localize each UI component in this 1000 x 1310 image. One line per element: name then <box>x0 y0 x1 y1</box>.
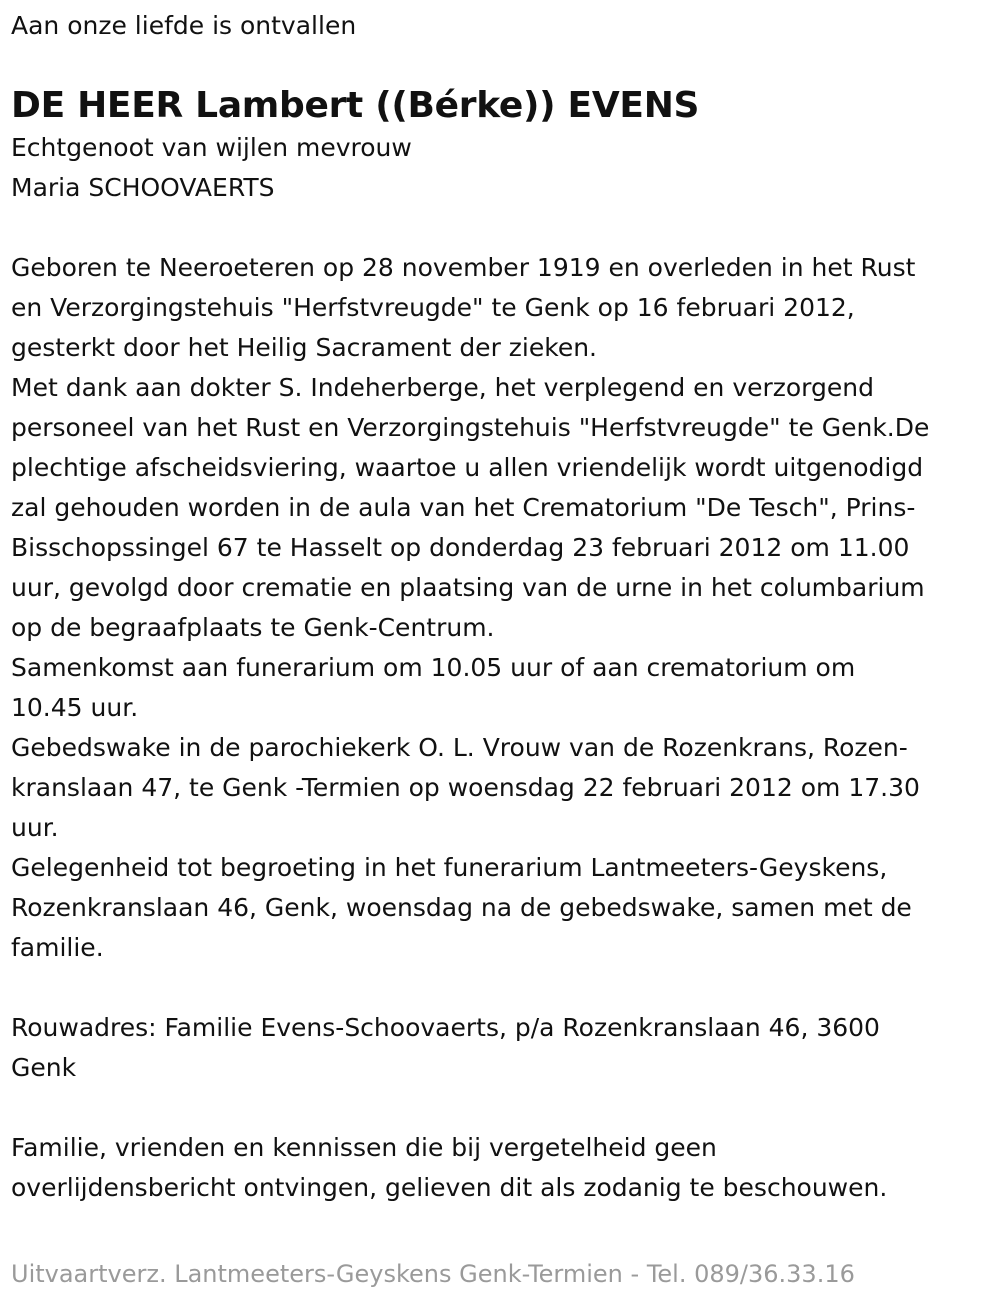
body-line: Met dank aan dokter S. Indeherberge, het verplegend en verzorgend <box>11 373 874 402</box>
body-line: 10.45 uur. <box>11 693 139 722</box>
body-line: Bisschopssingel 67 te Hasselt op donderdag 23 februari 2012 om 11.00 <box>11 533 910 562</box>
body-line: zal gehouden worden in de aula van het Crematorium "De Tesch", Prins- <box>11 493 916 522</box>
spouse-info <box>11 128 991 208</box>
notice-line: overlijdensbericht ontvingen, gelieven dit als zodanig te beschouwen. <box>11 1173 888 1202</box>
mourning-address <box>11 1008 991 1088</box>
spouse-line: Echtgenoot van wijlen mevrouw <box>11 133 412 162</box>
body-line: familie. <box>11 933 104 962</box>
body-line: op de begraafplaats te Genk-Centrum. <box>11 613 495 642</box>
body-line: Geboren te Neeroeteren op 28 november 1919 en overleden in het Rust <box>11 253 916 282</box>
body-line: Gelegenheid tot begroeting in het funerarium Lantmeeters-Geyskens, <box>11 853 888 882</box>
obituary-notice <box>11 6 991 1208</box>
body-line: kranslaan 47, te Genk -Termien op woensdag 22 februari 2012 om 17.30 <box>11 773 920 802</box>
funeral-home-footer: Uitvaartverz. Lantmeeters-Geyskens Genk-Termien - Tel. 089/36.33.16 <box>11 1260 855 1288</box>
body-line: Gebedswake in de parochiekerk O. L. Vrouw van de Rozenkrans, Rozen- <box>11 733 908 762</box>
body-line: Rozenkranslaan 46, Genk, woensdag na de gebedswake, samen met de <box>11 893 912 922</box>
notice-line: Familie, vrienden en kennissen die bij vergetelheid geen <box>11 1133 717 1162</box>
body-line: plechtige afscheidsviering, waartoe u allen vriendelijk wordt uitgenodigd <box>11 453 924 482</box>
notice-paragraph <box>11 1128 991 1208</box>
body-line: uur. <box>11 813 59 842</box>
body-line: uur, gevolgd door crematie en plaatsing van de urne in het columbarium <box>11 573 925 602</box>
body-line: personeel van het Rust en Verzorgingstehuis "Herfstvreugde" te Genk.De <box>11 413 930 442</box>
spouse-line: Maria SCHOOVAERTS <box>11 173 275 202</box>
address-line: Rouwadres: Familie Evens-Schoovaerts, p/a Rozenkranslaan 46, 3600 <box>11 1013 880 1042</box>
deceased-name: DE HEER Lambert ((Bérke)) EVENS <box>11 85 700 126</box>
address-line: Genk <box>11 1053 77 1082</box>
body-line: gesterkt door het Heilig Sacrament der zieken. <box>11 333 597 362</box>
body-line: Samenkomst aan funerarium om 10.05 uur of aan crematorium om <box>11 653 856 682</box>
intro-line: Aan onze liefde is ontvallen <box>11 11 357 40</box>
body-line: en Verzorgingstehuis "Herfstvreugde" te Genk op 16 februari 2012, <box>11 293 855 322</box>
obituary-body <box>11 248 991 968</box>
